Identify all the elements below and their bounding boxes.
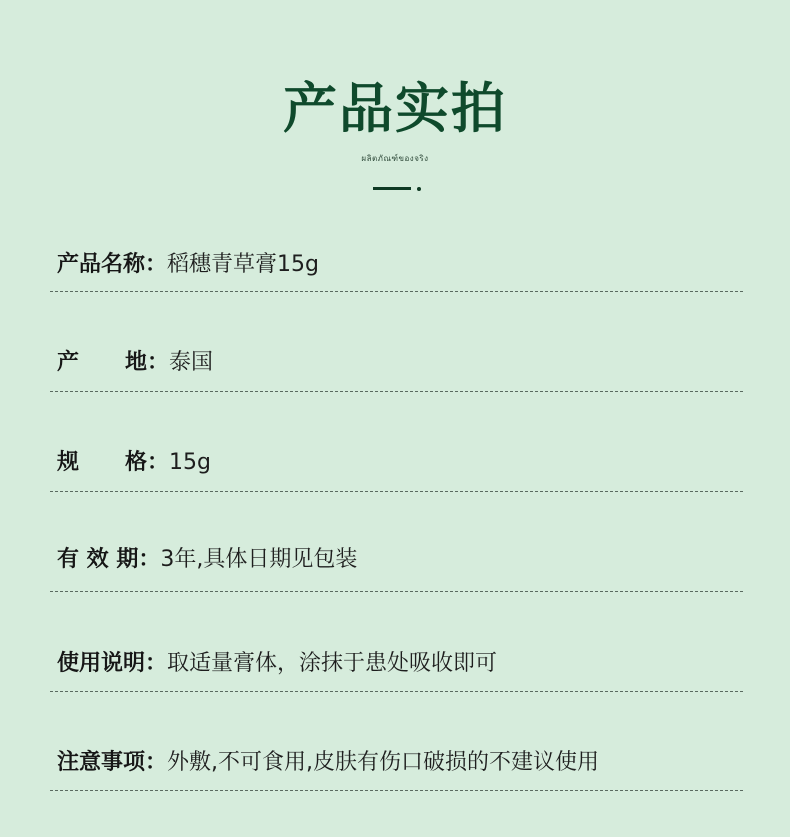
spec-row-precautions (57, 746, 757, 780)
spec-value: 3年,具体日期见包装 (160, 547, 358, 572)
spec-label: 注意事项： (57, 750, 168, 775)
spec-value: 取适量膏体，涂抹于患处吸收即可 (167, 651, 498, 676)
spec-row-usage (57, 647, 757, 681)
divider (50, 691, 743, 692)
spec-label: 产 地： (57, 350, 169, 375)
spec-value: 稻穗青草膏15g (167, 252, 319, 277)
spec-row-origin (57, 346, 757, 380)
divider (50, 591, 743, 592)
spec-value: 泰国 (168, 350, 213, 375)
spec-label: 产品名称： (57, 252, 168, 277)
spec-value: 15g (168, 450, 211, 475)
page-title: 产品实拍 (283, 77, 507, 140)
divider (50, 291, 743, 292)
divider (50, 491, 743, 492)
spec-row-size (57, 446, 757, 480)
page-subtitle: ผลิตภัณฑ์ของจริง (361, 154, 429, 163)
spec-label: 使用说明： (57, 651, 168, 676)
divider (50, 790, 743, 791)
spec-value: 外敷,不可食用,皮肤有伤口破损的不建议使用 (167, 750, 600, 775)
spec-row-product-name (57, 248, 757, 282)
spec-label: 规 格： (57, 450, 169, 475)
spec-row-shelf-life (57, 543, 757, 577)
divider (50, 391, 743, 392)
spec-label: 有 效 期： (57, 547, 161, 572)
